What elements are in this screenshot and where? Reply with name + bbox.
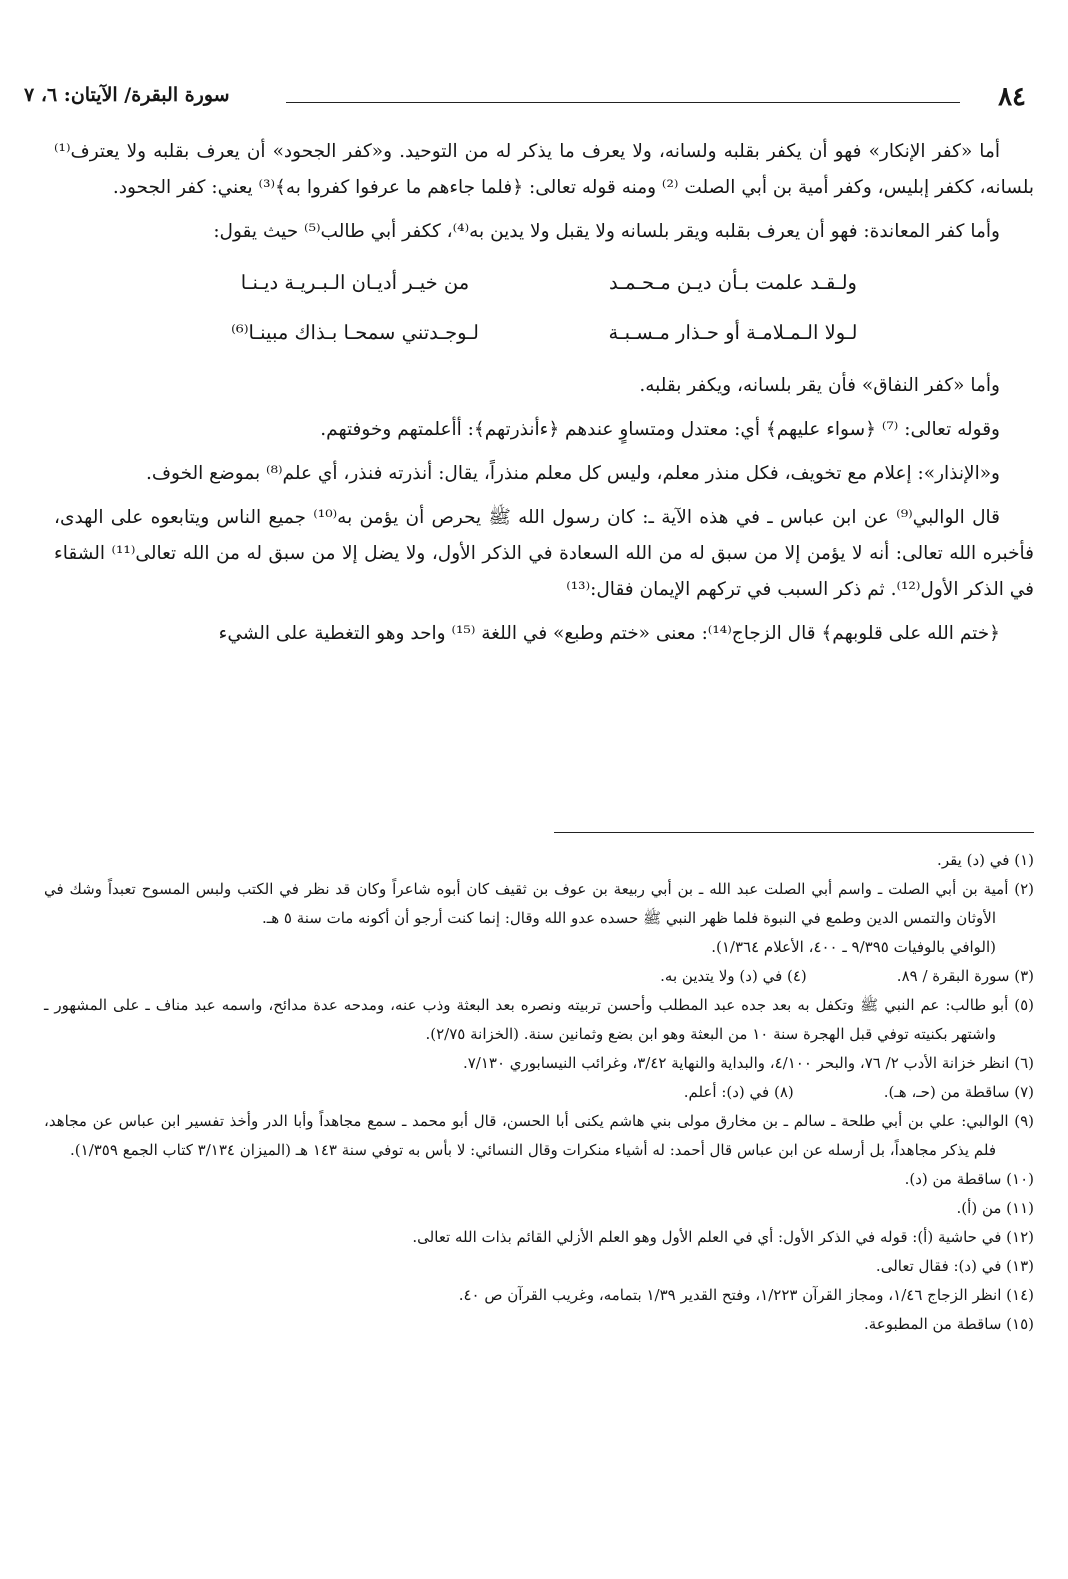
footnote-row-3-4 [44, 962, 1034, 991]
footnote-row-7-8 [44, 1078, 1034, 1107]
paragraph-sawaa: وقوله تعالى: ⁽⁷⁾ ﴿سواء عليهم﴾ أي: معتدل ومتساوٍ عندهم ﴿ءأنذرتهم﴾: أأعلمتهم وخوفتهم. [320, 419, 1000, 440]
footnote-10: (١٠) ساقطة من (د). [904, 1170, 1034, 1188]
paragraph-khatam: ﴿ختم الله على قلوبهم﴾ قال الزجاج⁽¹⁴⁾: معنى «ختم وطبع» في اللغة ⁽¹⁵⁾ واحد وهو التغطية على الشيء [218, 623, 1000, 644]
footnote-14: (١٤) انظر الزجاج ١/٤٦، ومجاز القرآن ١/٢٢٣، وفتح القدير ١/٣٩ بتمامه، وغريب القرآن ص ٤٠. [458, 1286, 1034, 1304]
footnote-6: (٦) انظر خزانة الأدب ٢/ ٧٦، والبحر ٤/١٠٠، والبداية والنهاية ٣/٤٢، وغرائب النيسابوري ٧/١٣٠. [462, 1054, 1034, 1072]
paragraph-kufr-inkar: أما «كفر الإنكار» فهو أن يكفر بقلبه ولسانه، ولا يعرف ما يذكر له من التوحيد. و«كفر الجحود» أن يعرف بقلبه ولا يعترف⁽¹⁾ بلسانه، ككفر إبليس، وكفر أمية بن أبي الصلت ⁽²⁾ ومنه قوله تعالى: ﴿فلما جاءهم ما عرفوا كفروا به﴾⁽³⁾ يعني: كفر الجحود. [54, 141, 1034, 198]
footnote-13: (١٣) في (د): فقال تعالى. [875, 1257, 1034, 1275]
footnote-1: (١) في (د) يقر. [937, 851, 1034, 869]
page-header [24, 82, 1032, 116]
main-text [54, 134, 1034, 660]
footnote-9: (٩) الوالبي: علي بن أبي طلحة ـ سالم ـ بن مخارق مولى بني هاشم يكنى أبا الحسن، قال أبو محمد ـ سمع مجاهداً وأبا الدر وأخذ تفسير ابن عباس عن مجاهد، فلم يذكر مجاهداً، بل أرسله عن ابن عباس قال أحمد: له أشياء منكرات وقال النسائي: لا بأس به توفي سنة ١٤٣ هـ (الميزان ٣/١٣٤ كتاب الجمع ١/٣٥٩). [44, 1112, 1034, 1159]
paragraph-kufr-muanada: وأما كفر المعاندة: فهو أن يعرف بقلبه ويقر بلسانه ولا يقبل ولا يدين به⁽⁴⁾، ككفر أبي طالب⁽⁵⁾ حيث يقول: [213, 221, 1000, 242]
footnote-3: (٣) سورة البقرة / ٨٩. [896, 967, 1034, 985]
footnote-7: (٧) ساقطة من (حـ، هـ). [883, 1083, 1034, 1101]
footnote-12: (١٢) في حاشية (أ): قوله في الذكر الأول: أي في العلم الأول وهو العلم الأزلي القائم بذات الله تعالى. [412, 1228, 1034, 1246]
footnote-5: (٥) أبو طالب: عم النبي ﷺ وتكفل به بعد جده عبد المطلب وأحسن تربيته ونصره بعد البعثة وذب عنه، ومدحه عدة مدائح، واسمه عبد مناف ـ على المشهور ـ واشتهر بكنيته توفي قبل الهجرة سنة ١٠ من البعثة وهو ابن بضع وثمانين سنة. (الخزانة ٢/٧٥). [44, 996, 1034, 1043]
verse-1-second-hemistich: من خيـر أديـان الـبـريـة ديـنـا [240, 271, 470, 294]
footnote-separator [554, 832, 1034, 833]
paragraph-indhar: و«الإنذار»: إعلام مع تخويف، فكل منذر معلم، وليس كل معلم منذراً، يقال: أنذرته فنذر، أي علم⁽⁸⁾ بموضع الخوف. [145, 463, 1000, 484]
header-rule [286, 102, 960, 103]
footnote-11: (١١) من (أ). [956, 1199, 1034, 1217]
verse-1-first-hemistich: ولـقـد علمت بـأن ديـن مـحـمـد [609, 271, 857, 294]
verse-2-second-hemistich: لـوجـدتني سمحـا بـذاك مبينـا⁽⁶⁾ [231, 321, 479, 344]
footnote-15: (١٥) ساقطة من المطبوعة. [864, 1315, 1034, 1333]
poem-verse-1 [54, 258, 1034, 308]
footnote-8: (٨) في (د): أعلم. [683, 1083, 794, 1101]
poem-verse-2 [54, 308, 1034, 358]
page-number: ٨٤ [998, 82, 1026, 112]
running-title: سورة البقرة/ الآيتان: ٦، ٧ [24, 84, 230, 106]
footnotes [44, 846, 1034, 1339]
verse-2-first-hemistich: لـولا الـمـلامـة أو حـذار مـسـبـة [608, 321, 858, 344]
footnote-2-reference: (الوافي بالوفيات ٩/٣٩٥ ـ ٤٠٠، الأعلام ١/٣٦٤). [711, 938, 996, 956]
paragraph-kufr-nifaq: وأما «كفر النفاق» فأن يقر بلسانه، ويكفر بقلبه. [639, 375, 1000, 396]
footnote-4: (٤) في (د) ولا يتدين به. [660, 967, 807, 985]
paragraph-walibi: قال الوالبي⁽⁹⁾ عن ابن عباس ـ في هذه الآية ـ: كان رسول الله ﷺ يحرص أن يؤمن به⁽¹⁰⁾ جميع الناس ويتابعوه على الهدى، فأخبره الله تعالى: أنه لا يؤمن إلا من سبق له من الله السعادة في الذكر الأول، ولا يضل إلا من سبق له من الله تعالى⁽¹¹⁾ الشقاء في الذكر الأول⁽¹²⁾. ثم ذكر السبب في تركهم الإيمان فقال:⁽¹³⁾ [54, 507, 1034, 600]
poem [54, 258, 1034, 358]
footnote-2: (٢) أمية بن أبي الصلت ـ واسم أبي الصلت عبد الله ـ بن أبي ربيعة بن عوف بن ثقيف كان أبوه شاعراً وكان قد نظر في الكتب ولبس المسوح تعبداً وشك في الأوثان والتمس الدين وطمع في النبوة فلما ظهر النبي ﷺ حسده عدو الله وقال: إنما كنت أرجو أن أكونه مات سنة ٥ هـ. [44, 880, 1034, 927]
